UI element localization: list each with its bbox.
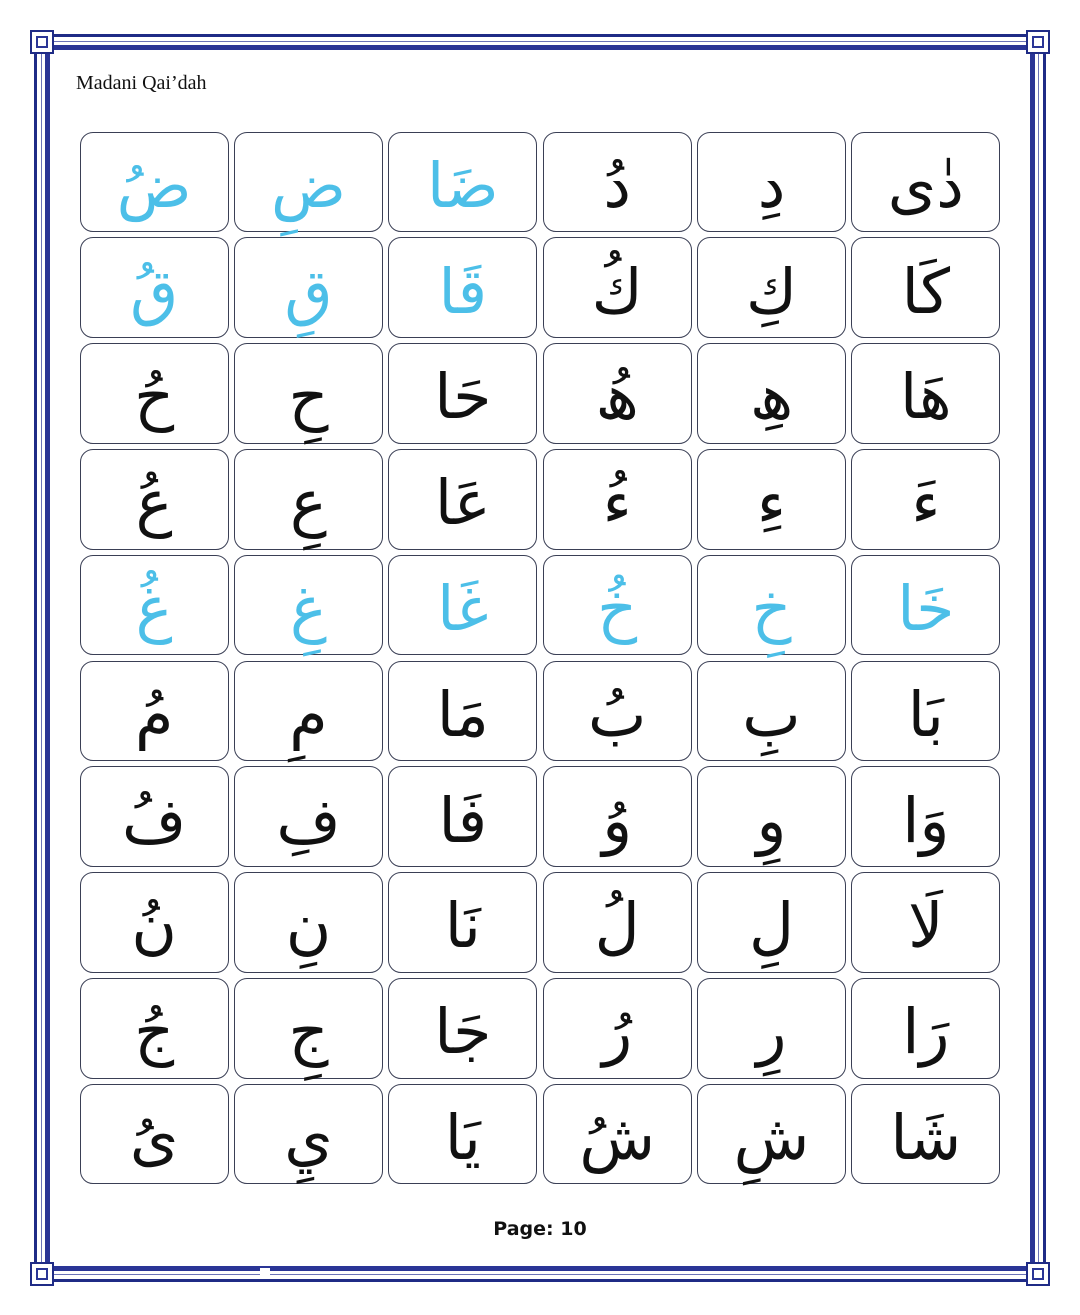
page-number: Page: 10 — [493, 1218, 587, 1240]
letter-card — [388, 661, 537, 762]
arabic-syllable: نُ — [131, 889, 177, 963]
letter-card — [388, 555, 537, 656]
letter-card — [80, 132, 229, 233]
corner-ornament-bottom-left — [30, 1262, 54, 1286]
letter-card — [388, 449, 537, 550]
arabic-syllable: وَا — [902, 783, 950, 857]
arabic-syllable: نَا — [444, 889, 481, 963]
arabic-syllable: لُ — [594, 889, 640, 963]
letter-card — [543, 343, 692, 444]
letter-card — [697, 343, 846, 444]
arabic-syllable: فَا — [438, 783, 488, 857]
arabic-syllable: ضِ — [271, 148, 346, 222]
letter-card — [851, 872, 1000, 973]
letter-card — [80, 1084, 229, 1185]
arabic-syllable: مُ — [134, 677, 174, 751]
letter-card — [80, 237, 229, 338]
letter-card — [388, 978, 537, 1079]
letter-card — [543, 237, 692, 338]
arabic-syllable: قِ — [284, 254, 333, 328]
arabic-syllable: خَا — [897, 572, 955, 646]
arabic-syllable: ىُ — [129, 1101, 179, 1175]
letter-card — [543, 978, 692, 1079]
arabic-syllable: حَا — [434, 360, 492, 434]
letter-card — [851, 343, 1000, 444]
letter-card — [543, 661, 692, 762]
letter-card — [697, 555, 846, 656]
letter-card — [234, 343, 383, 444]
arabic-syllable: ضَا — [427, 148, 499, 222]
arabic-syllable: ءِ — [756, 466, 787, 540]
letter-card — [697, 661, 846, 762]
letter-card — [851, 132, 1000, 233]
arabic-syllable: دُ — [603, 148, 631, 222]
arabic-syllable: غَا — [437, 572, 489, 646]
arabic-syllable: ھَا — [900, 360, 952, 434]
letter-card — [697, 872, 846, 973]
letter-card — [80, 661, 229, 762]
letter-card — [543, 766, 692, 867]
arabic-syllable: بِ — [742, 677, 801, 751]
arabic-syllable: وِ — [756, 783, 787, 857]
arabic-syllable: جُ — [134, 995, 175, 1069]
arabic-syllable: شِ — [733, 1101, 810, 1175]
arabic-syllable: رَا — [902, 995, 950, 1069]
letter-card — [388, 132, 537, 233]
letter-grid — [77, 129, 1003, 1187]
arabic-syllable: لِ — [748, 889, 795, 963]
letter-card — [851, 1084, 1000, 1185]
arabic-syllable: رُ — [602, 995, 633, 1069]
letter-card — [697, 1084, 846, 1185]
arabic-syllable: مِ — [289, 677, 328, 751]
arabic-syllable: قَا — [438, 254, 488, 328]
arabic-syllable: ضُ — [116, 148, 192, 222]
arabic-syllable: رِ — [756, 995, 787, 1069]
arabic-syllable: فُ — [122, 783, 187, 857]
letter-card — [80, 872, 229, 973]
letter-card — [234, 1084, 383, 1185]
arabic-syllable: كِ — [745, 254, 798, 328]
letter-card — [234, 766, 383, 867]
book-title: Madani Qai’dah — [76, 72, 207, 94]
corner-ornament-top-right — [1026, 30, 1050, 54]
arabic-syllable: عِ — [289, 466, 327, 540]
letter-card — [851, 766, 1000, 867]
letter-card — [234, 661, 383, 762]
arabic-syllable: خِ — [751, 572, 792, 646]
letter-card — [80, 343, 229, 444]
letter-card — [851, 237, 1000, 338]
letter-card — [80, 978, 229, 1079]
letter-card — [697, 132, 846, 233]
arabic-syllable: لَا — [908, 889, 944, 963]
letter-card — [851, 555, 1000, 656]
arabic-syllable: قُ — [130, 254, 179, 328]
letter-card — [697, 766, 846, 867]
arabic-syllable: حُ — [134, 360, 175, 434]
letter-card — [234, 449, 383, 550]
letter-card — [234, 978, 383, 1079]
letter-card — [851, 661, 1000, 762]
letter-card — [234, 555, 383, 656]
corner-ornament-top-left — [30, 30, 54, 54]
letter-card — [697, 449, 846, 550]
arabic-syllable: فِ — [276, 783, 341, 857]
arabic-syllable: نِ — [285, 889, 332, 963]
arabic-syllable: مَا — [436, 677, 489, 751]
letter-card — [697, 237, 846, 338]
arabic-syllable: دٰى — [887, 148, 964, 222]
letter-card — [234, 237, 383, 338]
arabic-syllable: دِ — [757, 148, 786, 222]
letter-card — [234, 872, 383, 973]
arabic-syllable: جَا — [434, 995, 492, 1069]
arabic-syllable: شُ — [579, 1101, 655, 1175]
corner-ornament-bottom-right — [1026, 1262, 1050, 1286]
arabic-syllable: ءَ — [911, 466, 941, 540]
arabic-syllable: ھُ — [595, 360, 639, 434]
arabic-syllable: يِ — [284, 1101, 333, 1175]
arabic-syllable: خُ — [597, 572, 638, 646]
arabic-syllable: وُ — [602, 783, 633, 857]
letter-card — [697, 978, 846, 1079]
arabic-syllable: عَا — [434, 466, 491, 540]
letter-card — [388, 1084, 537, 1185]
arabic-syllable: جِ — [288, 995, 329, 1069]
arabic-syllable: غُ — [135, 572, 173, 646]
arabic-syllable: حِ — [288, 360, 329, 434]
letter-card — [543, 1084, 692, 1185]
letter-card — [851, 449, 1000, 550]
arabic-syllable: كُ — [591, 254, 643, 328]
arabic-syllable: عُ — [135, 466, 173, 540]
letter-card — [543, 132, 692, 233]
arabic-syllable: ھِ — [749, 360, 794, 434]
letter-card — [234, 132, 383, 233]
letter-card — [543, 555, 692, 656]
letter-card — [388, 237, 537, 338]
letter-card — [543, 449, 692, 550]
arabic-syllable: بَا — [907, 677, 944, 751]
scan-mark — [260, 1268, 270, 1277]
arabic-syllable: كَا — [901, 254, 951, 328]
letter-card — [543, 872, 692, 973]
letter-card — [851, 978, 1000, 1079]
letter-card — [388, 343, 537, 444]
letter-card — [388, 766, 537, 867]
letter-card — [388, 872, 537, 973]
arabic-syllable: غِ — [289, 572, 327, 646]
arabic-syllable: بُ — [587, 677, 647, 751]
arabic-syllable: شَا — [890, 1101, 962, 1175]
letter-card — [80, 449, 229, 550]
letter-card — [80, 555, 229, 656]
letter-card — [80, 766, 229, 867]
arabic-syllable: يَا — [444, 1101, 481, 1175]
arabic-syllable: ءُ — [602, 466, 632, 540]
